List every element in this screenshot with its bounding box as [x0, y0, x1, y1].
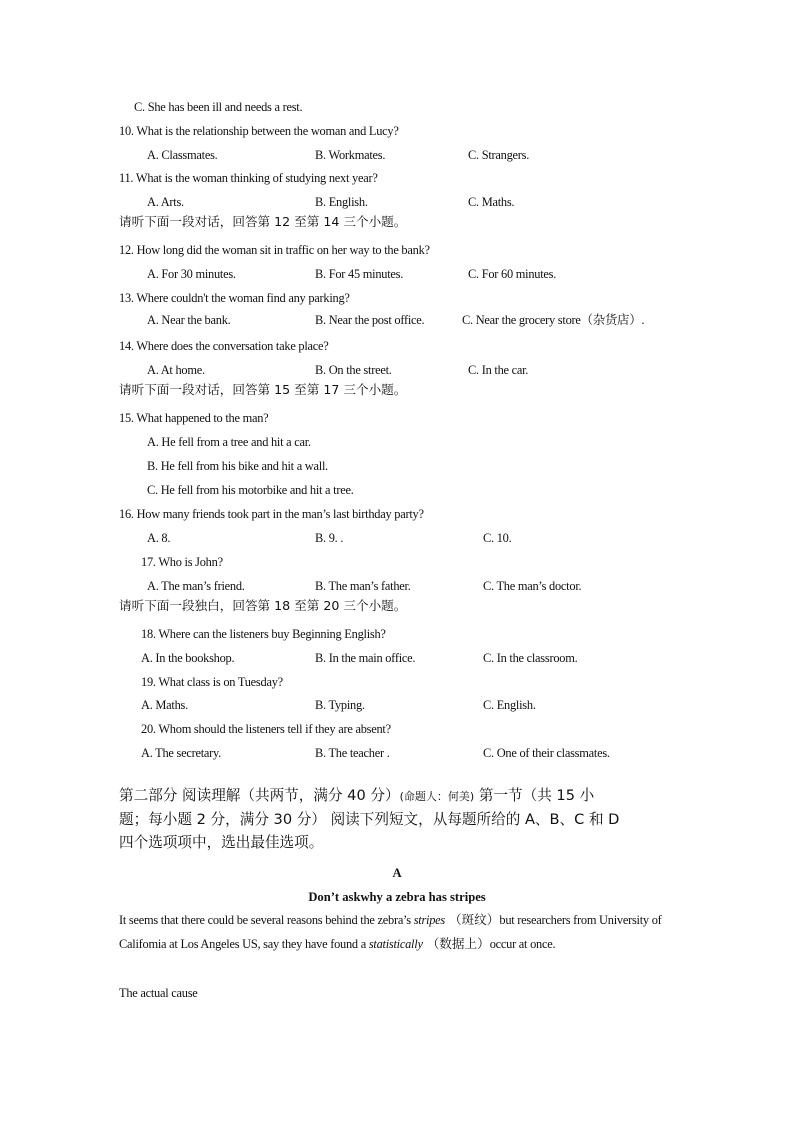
passage-label: A: [392, 866, 402, 880]
passage-title: Don’t askwhy a zebra has stripes: [308, 890, 486, 904]
q18-option-b: B. In the main office.: [315, 651, 416, 665]
q15-option-b: B. He fell from his bike and hit a wall.: [147, 459, 328, 473]
section-two-line-3: 四个选项项中，选出最佳选项。: [119, 834, 324, 851]
gloss-statistically: （数据上）: [422, 936, 490, 951]
q14-option-b: B. On the street.: [315, 363, 392, 377]
gloss-stripes: （斑纹）: [444, 912, 500, 927]
q20-option-b: B. The teacher .: [315, 746, 390, 760]
q11-option-c: C. Maths.: [468, 195, 515, 209]
q14-option-c: C. In the car.: [468, 363, 529, 377]
q13-option-a: A. Near the bank.: [147, 313, 231, 327]
q16-option-a: A. 8.: [147, 531, 171, 545]
question-18: 18. Where can the listeners buy Beginning English?: [141, 627, 386, 641]
term-statistically: statistically: [368, 937, 423, 951]
instruction-15-17: 请听下面一段对话，回答第 15 至第 17 三个小题。: [119, 382, 407, 397]
passage-paragraph-1: [119, 908, 685, 956]
paragraph-text-1: It seems that there could be several reasons behind the zebra’s: [119, 913, 414, 927]
author-note: (命题人：何美): [399, 790, 475, 803]
section-two-line-2: 题；每小题 2 分，满分 30 分） 阅读下列短文，从每题所给的 A、B、C 和 D: [119, 811, 620, 828]
q10-option-b: B. Workmates.: [315, 148, 386, 162]
instruction-18-20: 请听下面一段独白，回答第 18 至第 20 三个小题。: [119, 598, 407, 613]
q17-option-b: B. The man’s father.: [315, 579, 411, 593]
paragraph-text-3: occur at once.: [489, 937, 556, 951]
term-stripes: stripes: [413, 913, 445, 927]
passage-paragraph-2: The actual cause: [119, 986, 198, 1000]
question-10: 10. What is the relationship between the woman and Lucy?: [119, 124, 399, 138]
q18-option-a: A. In the bookshop.: [141, 651, 235, 665]
q12-option-b: B. For 45 minutes.: [315, 267, 404, 281]
question-15: 15. What happened to the man?: [119, 411, 269, 425]
section-title: 第二部分 阅读理解（共两节，满分 40 分）: [119, 787, 400, 804]
question-17: 17. Who is John?: [141, 555, 223, 569]
q13-option-c: C. Near the grocery store（杂货店）.: [462, 313, 645, 327]
question-13: 13. Where couldn't the woman find any parking?: [119, 291, 350, 305]
q11-option-b: B. English.: [315, 195, 368, 209]
q17-option-a: A. The man’s friend.: [147, 579, 245, 593]
question-11: 11. What is the woman thinking of studying next year?: [119, 171, 378, 185]
q19-option-a: A. Maths.: [141, 698, 188, 712]
question-20: 20. Whom should the listeners tell if they are absent?: [141, 722, 391, 736]
q20-option-c: C. One of their classmates.: [483, 746, 610, 760]
q20-option-a: A. The secretary.: [141, 746, 222, 760]
q19-option-c: C. English.: [483, 698, 536, 712]
question-16: 16. How many friends took part in the man’s last birthday party?: [119, 507, 424, 521]
question-19: 19. What class is on Tuesday?: [141, 675, 283, 689]
q17-option-c: C. The man’s doctor.: [483, 579, 582, 593]
q10-option-c: C. Strangers.: [468, 148, 530, 162]
q12-option-c: C. For 60 minutes.: [468, 267, 557, 281]
q9-option-c: C. She has been ill and needs a rest.: [134, 100, 303, 114]
q16-option-b: B. 9. .: [315, 531, 344, 545]
q11-option-a: A. Arts.: [147, 195, 184, 209]
section-two-line-1: [119, 784, 689, 808]
q13-option-b: B. Near the post office.: [315, 313, 425, 327]
q15-option-c: C. He fell from his motorbike and hit a tree.: [147, 483, 354, 497]
section-two-heading: [119, 784, 689, 854]
q18-option-c: C. In the classroom.: [483, 651, 578, 665]
question-14: 14. Where does the conversation take place?: [119, 339, 329, 353]
q10-option-a: A. Classmates.: [147, 148, 218, 162]
instruction-12-14: 请听下面一段对话，回答第 12 至第 14 三个小题。: [119, 214, 407, 229]
part-one-label: 第一节（共 15 小: [474, 787, 595, 804]
q12-option-a: A. For 30 minutes.: [147, 267, 236, 281]
question-12: 12. How long did the woman sit in traffic on her way to the bank?: [119, 243, 430, 257]
q16-option-c: C. 10.: [483, 531, 512, 545]
q14-option-a: A. At home.: [147, 363, 205, 377]
q19-option-b: B. Typing.: [315, 698, 365, 712]
paragraph-text-2: but researchers from University of Califomia at Los Angeles US, say they have found a: [119, 913, 662, 951]
q15-option-a: A. He fell from a tree and hit a car.: [147, 435, 311, 449]
